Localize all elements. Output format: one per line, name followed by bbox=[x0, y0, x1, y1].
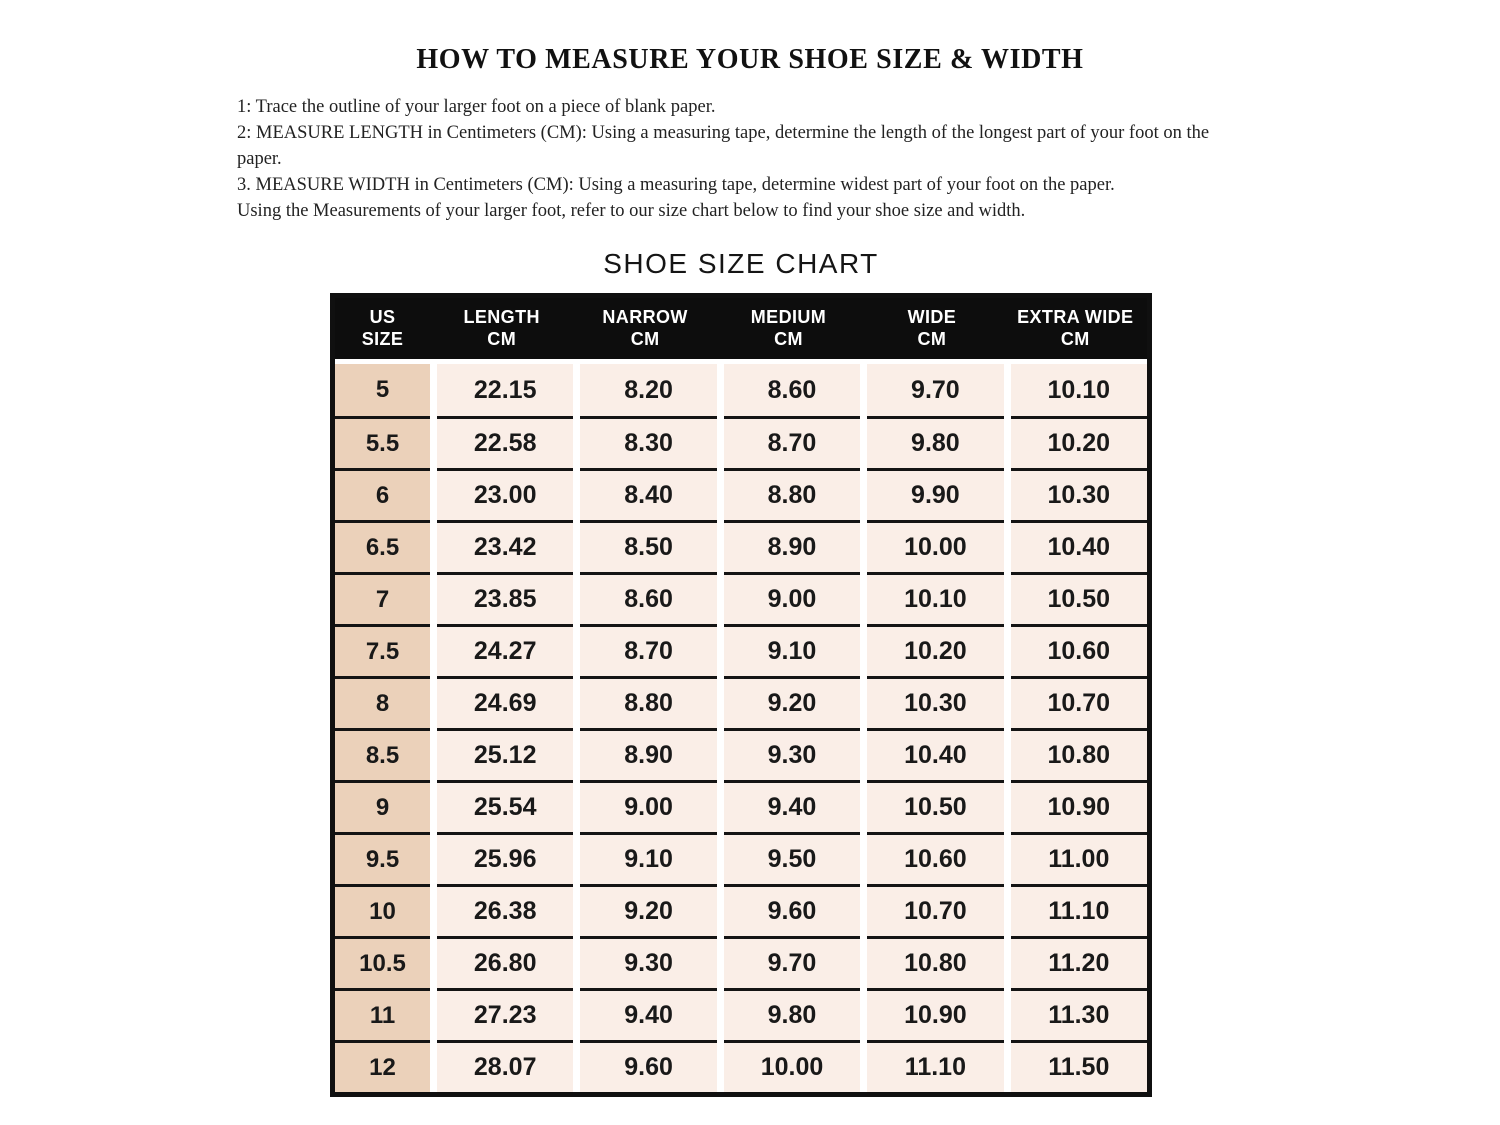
value-cell: 9.20 bbox=[580, 884, 716, 936]
column-header-length-cm: LENGTH CM bbox=[463, 307, 540, 349]
value-cell: 10.70 bbox=[867, 884, 1003, 936]
us-size-cell: 8 bbox=[335, 676, 430, 728]
value-cell: 8.90 bbox=[580, 728, 716, 780]
shoe-size-table bbox=[330, 293, 1152, 1097]
value-cell: 23.42 bbox=[437, 520, 573, 572]
value-cell: 9.80 bbox=[724, 988, 860, 1040]
value-cell: 9.30 bbox=[724, 728, 860, 780]
column-header-narrow-cm: NARROW CM bbox=[602, 307, 688, 349]
value-cell: 11.10 bbox=[1011, 884, 1147, 936]
chart-title: SHOE SIZE CHART bbox=[603, 248, 879, 279]
value-cell: 25.96 bbox=[437, 832, 573, 884]
us-size-cell: 5.5 bbox=[335, 416, 430, 468]
value-cell: 9.40 bbox=[580, 988, 716, 1040]
value-cell: 24.27 bbox=[437, 624, 573, 676]
value-cell: 10.80 bbox=[867, 936, 1003, 988]
value-cell: 11.30 bbox=[1011, 988, 1147, 1040]
value-cell: 8.70 bbox=[724, 416, 860, 468]
value-cell: 9.80 bbox=[867, 416, 1003, 468]
value-cell: 9.00 bbox=[580, 780, 716, 832]
value-cell: 10.60 bbox=[1011, 624, 1147, 676]
value-cell: 26.80 bbox=[437, 936, 573, 988]
instruction-note: Using the Measurements of your larger foot, refer to our size chart below to find your shoe size and width. bbox=[237, 201, 1026, 221]
value-cell: 9.10 bbox=[580, 832, 716, 884]
us-size-cell: 7.5 bbox=[335, 624, 430, 676]
value-cell: 25.54 bbox=[437, 780, 573, 832]
value-cell: 8.80 bbox=[580, 676, 716, 728]
value-cell: 10.30 bbox=[867, 676, 1003, 728]
us-size-cell: 9 bbox=[335, 780, 430, 832]
value-cell: 10.30 bbox=[1011, 468, 1147, 520]
us-size-cell: 6.5 bbox=[335, 520, 430, 572]
column-header-extra-wide-cm: EXTRA WIDE CM bbox=[1017, 307, 1134, 349]
value-cell: 22.58 bbox=[437, 416, 573, 468]
value-cell: 10.00 bbox=[724, 1040, 860, 1092]
value-cell: 27.23 bbox=[437, 988, 573, 1040]
value-cell: 9.10 bbox=[724, 624, 860, 676]
value-cell: 8.40 bbox=[580, 468, 716, 520]
instruction-step-2: 2: MEASURE LENGTH in Centimeters (CM): Using a measuring tape, determine the length of the longest part of your foot on the paper. bbox=[237, 123, 1210, 169]
value-cell: 10.40 bbox=[1011, 520, 1147, 572]
value-cell: 23.85 bbox=[437, 572, 573, 624]
value-cell: 23.00 bbox=[437, 468, 573, 520]
value-cell: 10.90 bbox=[867, 988, 1003, 1040]
value-cell: 22.15 bbox=[437, 364, 573, 416]
value-cell: 8.20 bbox=[580, 364, 716, 416]
value-cell: 10.20 bbox=[867, 624, 1003, 676]
value-cell: 9.30 bbox=[580, 936, 716, 988]
us-size-cell: 11 bbox=[335, 988, 430, 1040]
us-size-cell: 6 bbox=[335, 468, 430, 520]
value-cell: 10.10 bbox=[1011, 364, 1147, 416]
column-header-us-size: US SIZE bbox=[361, 307, 404, 349]
value-cell: 10.20 bbox=[1011, 416, 1147, 468]
value-cell: 9.70 bbox=[724, 936, 860, 988]
value-cell: 10.90 bbox=[1011, 780, 1147, 832]
size-chart-section bbox=[330, 248, 1152, 1097]
us-size-cell: 8.5 bbox=[335, 728, 430, 780]
value-cell: 8.70 bbox=[580, 624, 716, 676]
value-cell: 10.60 bbox=[867, 832, 1003, 884]
value-cell: 8.60 bbox=[580, 572, 716, 624]
instruction-step-1: 1: Trace the outline of your larger foot on a piece of blank paper. bbox=[237, 97, 716, 117]
value-cell: 9.00 bbox=[724, 572, 860, 624]
value-cell: 10.00 bbox=[867, 520, 1003, 572]
us-size-cell: 9.5 bbox=[335, 832, 430, 884]
value-cell: 8.50 bbox=[580, 520, 716, 572]
value-cell: 25.12 bbox=[437, 728, 573, 780]
value-cell: 9.70 bbox=[867, 364, 1003, 416]
us-size-cell: 5 bbox=[335, 364, 430, 416]
value-cell: 8.80 bbox=[724, 468, 860, 520]
table-body bbox=[335, 359, 1147, 1092]
value-cell: 9.50 bbox=[724, 832, 860, 884]
value-cell: 11.10 bbox=[867, 1040, 1003, 1092]
value-cell: 10.50 bbox=[1011, 572, 1147, 624]
value-cell: 10.70 bbox=[1011, 676, 1147, 728]
value-cell: 10.50 bbox=[867, 780, 1003, 832]
value-cell: 10.10 bbox=[867, 572, 1003, 624]
value-cell: 11.20 bbox=[1011, 936, 1147, 988]
column-header-wide-cm: WIDE CM bbox=[907, 307, 957, 349]
value-cell: 9.60 bbox=[724, 884, 860, 936]
us-size-cell: 10.5 bbox=[335, 936, 430, 988]
value-cell: 10.80 bbox=[1011, 728, 1147, 780]
instructions bbox=[237, 94, 1222, 224]
value-cell: 8.60 bbox=[724, 364, 860, 416]
value-cell: 24.69 bbox=[437, 676, 573, 728]
value-cell: 8.30 bbox=[580, 416, 716, 468]
value-cell: 10.40 bbox=[867, 728, 1003, 780]
value-cell: 9.60 bbox=[580, 1040, 716, 1092]
instruction-step-3: 3. MEASURE WIDTH in Centimeters (CM): Using a measuring tape, determine widest part of your foot on the paper. bbox=[237, 175, 1115, 195]
column-header-medium-cm: MEDIUM CM bbox=[750, 307, 827, 349]
value-cell: 26.38 bbox=[437, 884, 573, 936]
value-cell: 9.40 bbox=[724, 780, 860, 832]
value-cell: 8.90 bbox=[724, 520, 860, 572]
page-title: HOW TO MEASURE YOUR SHOE SIZE & WIDTH bbox=[416, 44, 1084, 75]
value-cell: 11.50 bbox=[1011, 1040, 1147, 1092]
value-cell: 11.00 bbox=[1011, 832, 1147, 884]
table-header-row bbox=[335, 298, 1147, 359]
value-cell: 9.90 bbox=[867, 468, 1003, 520]
value-cell: 28.07 bbox=[437, 1040, 573, 1092]
us-size-cell: 10 bbox=[335, 884, 430, 936]
value-cell: 9.20 bbox=[724, 676, 860, 728]
us-size-cell: 12 bbox=[335, 1040, 430, 1092]
us-size-cell: 7 bbox=[335, 572, 430, 624]
